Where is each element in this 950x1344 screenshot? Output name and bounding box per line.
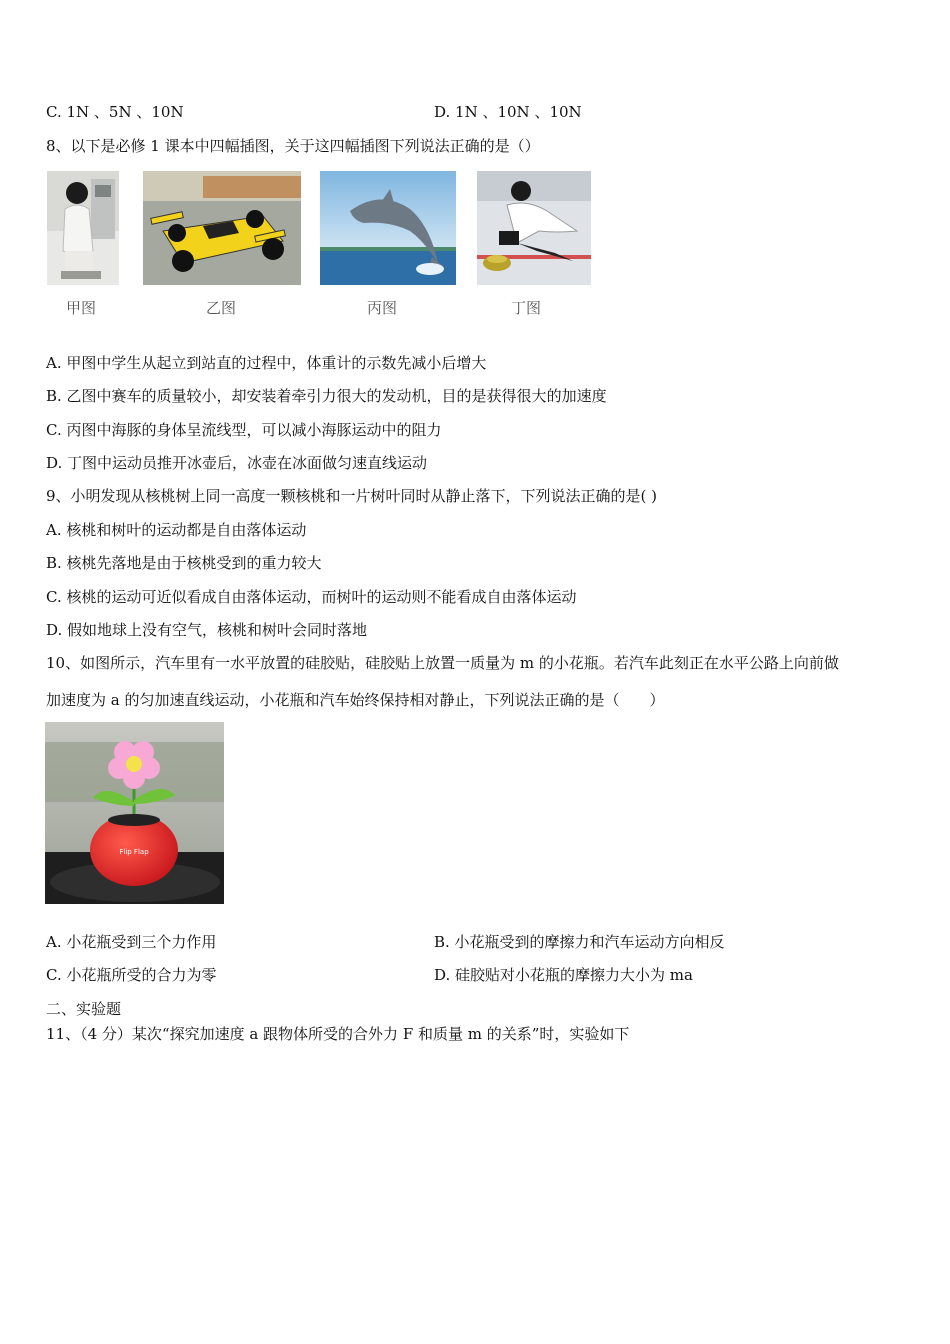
figure-yi-race-car — [143, 171, 301, 285]
question-8-option-d: D. 丁图中运动员推开冰壶后，冰壶在冰面做匀速直线运动 — [46, 454, 428, 472]
question-9-option-c: C. 核桃的运动可近似看成自由落体运动，而树叶的运动则不能看成自由落体运动 — [46, 588, 577, 606]
section-heading-experiment: 二、实验题 — [46, 1000, 122, 1018]
question-10-option-a: A. 小花瓶受到三个力作用 — [46, 933, 217, 951]
question-9-option-b: B. 核桃先落地是由于核桃受到的重力较大 — [46, 554, 322, 572]
question-10-option-d: D. 硅胶贴对小花瓶的摩擦力大小为 ma — [434, 966, 693, 984]
question-10-stem-line-2: 加速度为 a 的匀加速直线运动，小花瓶和汽车始终保持相对静止，下列说法正确的是（ ） — [46, 691, 665, 709]
question-11-stem: 11、（4 分）某次“探究加速度 a 跟物体所受的合外力 F 和质量 m 的关系”时，实验如下 — [46, 1025, 630, 1043]
option-d-prev: D. 1N 、10N 、10N — [434, 103, 582, 121]
question-9-option-d: D. 假如地球上没有空气，核桃和树叶会同时落地 — [46, 621, 368, 639]
caption-ding: 丁图 — [511, 299, 542, 317]
question-8-option-c: C. 丙图中海豚的身体呈流线型，可以减小海豚运动中的阻力 — [46, 421, 442, 439]
pot-label-text: Flip Flap — [119, 848, 149, 856]
figure-bing-dolphin — [320, 171, 456, 285]
question-8-stem: 8、以下是必修 1 课本中四幅插图，关于这四幅插图下列说法正确的是（） — [46, 137, 540, 155]
figure-jia-student-on-scale — [47, 171, 119, 285]
question-10-option-b: B. 小花瓶受到的摩擦力和汽车运动方向相反 — [434, 933, 725, 951]
question-8-option-b: B. 乙图中赛车的质量较小，却安装着牵引力很大的发动机，目的是获得很大的加速度 — [46, 387, 607, 405]
question-9-option-a: A. 核桃和树叶的运动都是自由落体运动 — [46, 521, 307, 539]
option-c-prev: C. 1N 、5N 、10N — [46, 103, 184, 121]
figure-flower-pot-in-car — [45, 722, 224, 904]
question-10-stem-line-1: 10、如图所示，汽车里有一水平放置的硅胶贴，硅胶贴上放置一质量为 m 的小花瓶。若汽车此刻正在水平公路上向前做 — [46, 654, 839, 672]
question-9-stem: 9、小明发现从核桃树上同一高度一颗核桃和一片树叶同时从静止落下，下列说法正确的是( ) — [46, 487, 658, 505]
question-10-option-c: C. 小花瓶所受的合力为零 — [46, 966, 217, 984]
figure-ding-curling — [477, 171, 591, 285]
caption-bing: 丙图 — [367, 299, 398, 317]
caption-jia: 甲图 — [66, 299, 97, 317]
question-8-option-a: A. 甲图中学生从起立到站直的过程中，体重计的示数先减小后增大 — [46, 354, 487, 372]
caption-yi: 乙图 — [206, 299, 237, 317]
